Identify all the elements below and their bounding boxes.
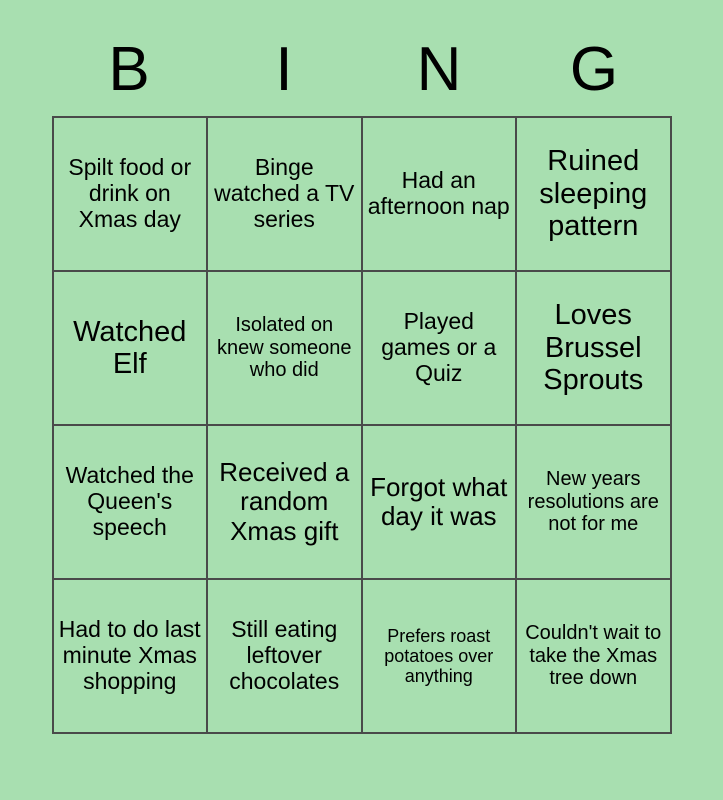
bingo-cell[interactable]: Played games or a Quiz bbox=[363, 272, 518, 426]
bingo-grid bbox=[52, 116, 672, 734]
bingo-cell[interactable]: Watched Elf bbox=[54, 272, 209, 426]
bingo-cell[interactable]: Binge watched a TV series bbox=[208, 118, 363, 272]
header-letter-g: G bbox=[569, 35, 619, 104]
bingo-header bbox=[52, 34, 672, 106]
header-letter-n: N bbox=[416, 35, 462, 104]
bingo-cell[interactable]: Isolated on knew someone who did bbox=[208, 272, 363, 426]
bingo-cell[interactable]: Ruined sleeping pattern bbox=[517, 118, 672, 272]
bingo-cell[interactable]: Had an afternoon nap bbox=[363, 118, 518, 272]
bingo-row bbox=[54, 118, 672, 272]
bingo-cell[interactable]: Forgot what day it was bbox=[363, 426, 518, 580]
bingo-cell[interactable]: Prefers roast potatoes over anything bbox=[363, 580, 518, 734]
header-letter-b: B bbox=[108, 35, 150, 104]
bingo-cell[interactable]: Watched the Queen's speech bbox=[54, 426, 209, 580]
bingo-cell[interactable]: Couldn't wait to take the Xmas tree down bbox=[517, 580, 672, 734]
header-letter-i: I bbox=[275, 35, 293, 104]
bingo-cell[interactable]: New years resolutions are not for me bbox=[517, 426, 672, 580]
bingo-row bbox=[54, 426, 672, 580]
bingo-row bbox=[54, 580, 672, 734]
bingo-row bbox=[54, 272, 672, 426]
bingo-cell[interactable]: Received a random Xmas gift bbox=[208, 426, 363, 580]
bingo-cell[interactable]: Had to do last minute Xmas shopping bbox=[54, 580, 209, 734]
bingo-cell[interactable]: Still eating leftover chocolates bbox=[208, 580, 363, 734]
bingo-cell[interactable]: Spilt food or drink on Xmas day bbox=[54, 118, 209, 272]
bingo-cell[interactable]: Loves Brussel Sprouts bbox=[517, 272, 672, 426]
